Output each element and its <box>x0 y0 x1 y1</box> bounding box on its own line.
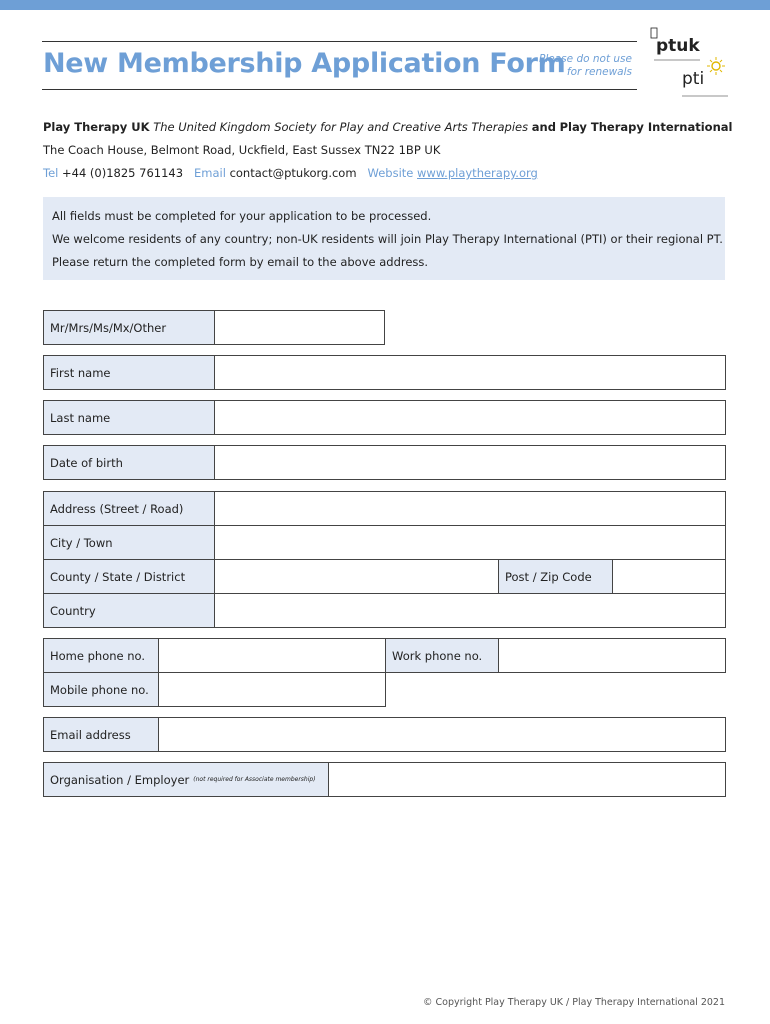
mobile-input[interactable] <box>158 672 386 707</box>
renewal-note <box>520 53 632 79</box>
email-field-label: Email address <box>43 717 159 752</box>
website-label: Website <box>367 166 414 180</box>
work-phone-label: Work phone no. <box>385 638 499 673</box>
website-link[interactable]: www.playtherapy.org <box>417 166 538 180</box>
last-name-input[interactable] <box>214 400 726 435</box>
svg-text:pti: pti <box>682 69 705 89</box>
org-address: The Coach House, Belmont Road, Uckfield, East Sussex TN22 1BP UK <box>43 143 441 157</box>
mobile-label: Mobile phone no. <box>43 672 159 707</box>
notice-line1: All fields must be completed for your application to be processed. <box>52 209 432 223</box>
postcode-input[interactable] <box>612 559 726 594</box>
notice-box <box>43 197 725 280</box>
top-accent-bar <box>0 0 770 10</box>
dob-label: Date of birth <box>43 445 215 480</box>
home-phone-input[interactable] <box>158 638 386 673</box>
org-line <box>43 120 732 134</box>
ptuk-pti-logo <box>648 26 730 104</box>
last-name-label: Last name <box>43 400 215 435</box>
header-rule-bottom <box>42 89 637 90</box>
notice-line2: We welcome residents of any country; non-UK residents will join Play Therapy International (PTI) or their regional PT. <box>52 232 723 246</box>
first-name-label: First name <box>43 355 215 390</box>
tel-label: Tel <box>43 166 59 180</box>
email-field-input[interactable] <box>158 717 726 752</box>
employer-input[interactable] <box>328 762 726 797</box>
org-name-pti: Play Therapy International <box>559 120 733 134</box>
city-label: City / Town <box>43 525 215 560</box>
employer-note: (not required for Associate membership) <box>193 776 316 783</box>
street-input[interactable] <box>214 491 726 526</box>
city-input[interactable] <box>214 525 726 560</box>
org-name-ptuk: Play Therapy UK <box>43 120 150 134</box>
first-name-input[interactable] <box>214 355 726 390</box>
work-phone-input[interactable] <box>498 638 726 673</box>
county-input[interactable] <box>214 559 499 594</box>
postcode-label: Post / Zip Code <box>498 559 613 594</box>
employer-label <box>43 762 329 797</box>
street-label: Address (Street / Road) <box>43 491 215 526</box>
contact-line <box>43 166 538 180</box>
copyright-footer: © Copyright Play Therapy UK / Play Therapy International 2021 <box>422 997 725 1008</box>
dob-input[interactable] <box>214 445 726 480</box>
home-phone-label: Home phone no. <box>43 638 159 673</box>
page-title: New Membership Application Form <box>43 48 566 79</box>
notice-line3: Please return the completed form by email to the above address. <box>52 255 429 269</box>
salutation-input[interactable] <box>214 310 385 345</box>
email-label: Email <box>194 166 226 180</box>
country-input[interactable] <box>214 593 726 628</box>
county-label: County / State / District <box>43 559 215 594</box>
tel-value: +44 (0)1825 761143 <box>62 166 184 180</box>
salutation-label: Mr/Mrs/Ms/Mx/Other <box>43 310 215 345</box>
org-society: The United Kingdom Society for Play and Creative Arts Therapies <box>153 120 529 134</box>
email-link[interactable]: contact@ptukorg.com <box>229 166 357 180</box>
employer-label-text: Organisation / Employer <box>50 772 190 787</box>
header-rule-top <box>42 41 637 42</box>
country-label: Country <box>43 593 215 628</box>
renewal-note-line1: Please do not use <box>539 53 632 65</box>
renewal-note-line2: for renewals <box>566 66 632 78</box>
org-and: and <box>531 120 556 134</box>
svg-text:ptuk: ptuk <box>656 36 700 56</box>
